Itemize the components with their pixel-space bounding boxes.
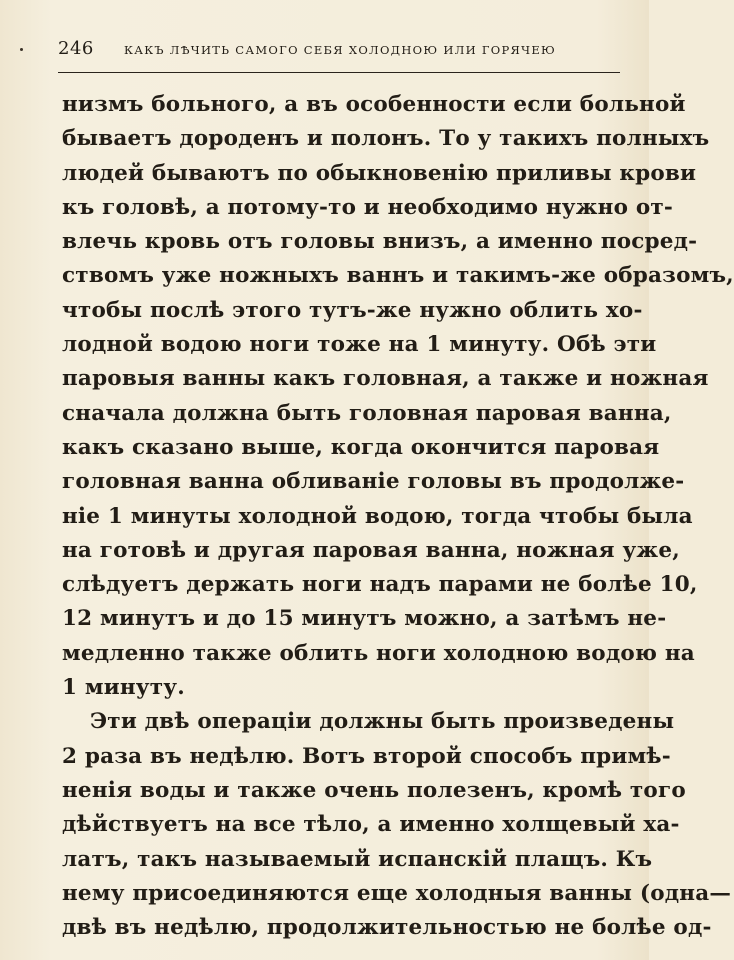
text-line: людей бываютъ по обыкновенію приливы крови <box>62 160 697 186</box>
text-line: латъ, такъ называемый испанскій плащъ. Къ <box>62 846 653 872</box>
text-line: ствомъ уже ножныхъ ваннъ и такимъ-же образомъ, <box>62 263 734 289</box>
page-number: 246 <box>58 38 94 59</box>
text-line: слѣдуетъ держать ноги надъ парами не болѣе 10, <box>62 572 698 598</box>
text-line: медленно также облить ноги холодною водою на <box>62 640 695 666</box>
text-line: какъ сказано выше, когда окончится паровая <box>62 434 660 460</box>
text-line: 12 минутъ и до 15 минутъ можно, а затѣмъ не- <box>62 606 667 632</box>
text-line: головная ванна обливаніе головы въ продолже- <box>62 469 685 495</box>
header-rule <box>58 72 620 73</box>
text-line: паровыя ванны какъ головная, а также и ножная <box>62 366 709 392</box>
text-line: дѣйствуетъ на все тѣло, а именно холщевый ха- <box>62 812 680 838</box>
text-line: 1 минуту. <box>62 675 185 701</box>
text-line: 2 раза въ недѣлю. Вотъ второй способъ примѣ- <box>62 743 671 769</box>
text-line: ніе 1 минуты холодной водою, тогда чтобы была <box>62 503 693 529</box>
text-line: лодной водою ноги тоже на 1 минуту. Обѣ эти <box>62 332 657 358</box>
running-head: КАКЪ ЛѢЧИТЬ САМОГО СЕБЯ ХОЛОДНОЮ ИЛИ ГОРЯЧЕЮ <box>124 43 557 57</box>
paragraph-start-line: Эти двѣ операціи должны быть произведены <box>90 709 675 735</box>
text-line: бываетъ дороденъ и полонъ. То у такихъ полныхъ <box>62 126 710 152</box>
text-line: чтобы послѣ этого тутъ-же нужно облить хо- <box>62 297 643 323</box>
text-line: сначала должна быть головная паровая ванна, <box>62 400 672 426</box>
text-line: низмъ больного, а въ особенности если больной <box>62 92 686 117</box>
text-line: влечь кровь отъ головы внизъ, а именно посред- <box>62 229 698 255</box>
text-line: къ головѣ, а потому-то и необходимо нужно от- <box>62 194 674 220</box>
text-line: нему присоединяются еще холодныя ванны (одна— <box>62 880 732 906</box>
margin-mark <box>20 48 23 51</box>
page-header <box>58 38 618 62</box>
text-line: ненія воды и также очень полезенъ, кромѣ того <box>62 777 686 803</box>
text-line: на готовѣ и другая паровая ванна, ножная уже, <box>62 537 680 563</box>
body-text <box>62 88 734 945</box>
text-line: двѣ въ недѣлю, продолжительностью не болѣе од- <box>62 915 712 941</box>
